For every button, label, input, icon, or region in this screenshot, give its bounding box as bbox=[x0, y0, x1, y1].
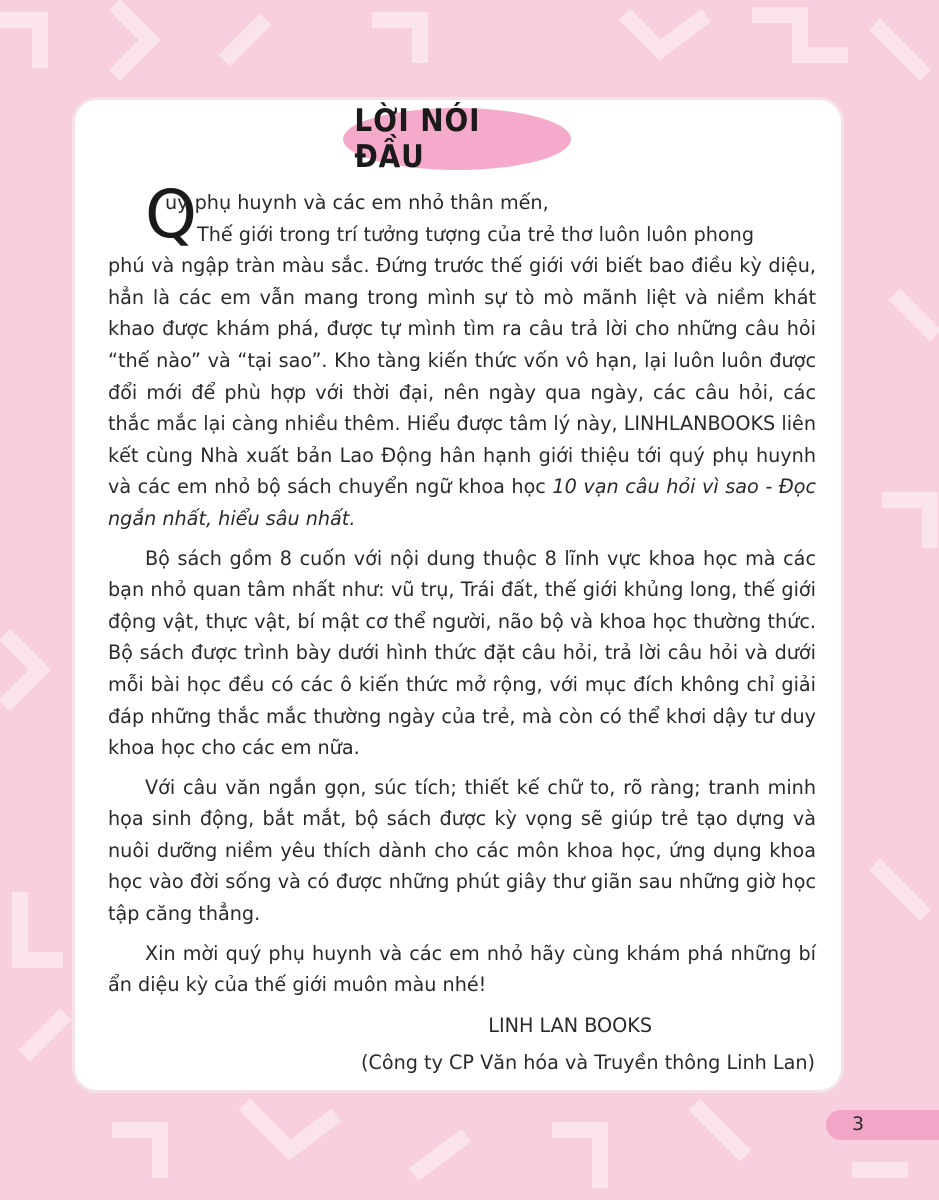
paragraph-1-body bbox=[108, 250, 816, 534]
paragraph-1-line-2: Thế giới trong trí tưởng tượng của trẻ thơ luôn luôn phong bbox=[197, 222, 755, 246]
paragraph-1-text: phú và ngập tràn màu sắc. Đứng trước thế giới với biết bao điều kỳ diệu, hẳn là các em vẫn mang trong mình sự tò mò mãnh liệt và niềm khát khao được khám phá, được tự mình tìm ra câu trả lời cho những câu hỏi “thế nào” và “tại sao”. Kho tàng kiến thức vốn vô hạn, lại luôn luôn được đổi mới để phù hợp với thời đại, nên ngày qua ngày, các câu hỏi, các thắc mắc lại càng nhiều thêm. Hiểu được tâm lý này, LINHLANBOOKS liên kết cùng Nhà xuất bản Lao Động hân hạnh giới thiệu tới quý phụ huynh và các em nhỏ bộ sách chuyển ngữ khoa học bbox=[108, 254, 816, 499]
greeting-line: uý phụ huynh và các em nhỏ thân mến, bbox=[165, 191, 549, 214]
book-title: 10 vạn câu hỏi vì sao - Đọc ngắn nhất, hiểu sâu nhất. bbox=[108, 475, 816, 530]
title-badge bbox=[343, 103, 571, 175]
signature-company: (Công ty CP Văn hóa và Truyền thông Linh Lan) bbox=[361, 1051, 815, 1074]
drop-cap: Q bbox=[145, 176, 197, 253]
body-text bbox=[108, 187, 816, 1001]
signature-name: LINH LAN BOOKS bbox=[488, 1014, 652, 1037]
paragraph-4: Xin mời quý phụ huynh và các em nhỏ hãy cùng khám phá những bí ẩn diệu kỳ của thế giới muôn màu nhé! bbox=[108, 941, 816, 997]
paragraph-2: Bộ sách gồm 8 cuốn với nội dung thuộc 8 lĩnh vực khoa học mà các bạn nhỏ quan tâm nhất như: vũ trụ, Trái đất, thế giới khủng long, thế giới động vật, thực vật, bí mật cơ thể người, não bộ và khoa học thường thức. Bộ sách được trình bày dưới hình thức đặt câu hỏi, trả lời câu hỏi và dưới mỗi bài học đều có các ô kiến thức mở rộng, với mục đích không chỉ giải đáp những thắc mắc thường ngày của trẻ, mà còn có thể khơi dậy tư duy khoa học cho các em nữa. bbox=[108, 546, 816, 760]
paragraph-3: Với câu văn ngắn gọn, súc tích; thiết kế chữ to, rõ ràng; tranh minh họa sinh động, bắt mắt, bộ sách được kỳ vọng sẽ giúp trẻ tạo dựng và nuôi dưỡng niềm yêu thích dành cho các môn khoa học, ứng dụng khoa học vào đời sống và có được những phút giây thư giãn sau những giờ học tập căng thẳng. bbox=[108, 775, 816, 926]
page-title: LỜI NÓI ĐẦU bbox=[354, 103, 481, 175]
page-number-tab bbox=[826, 1110, 939, 1140]
page-number: 3 bbox=[852, 1113, 865, 1135]
